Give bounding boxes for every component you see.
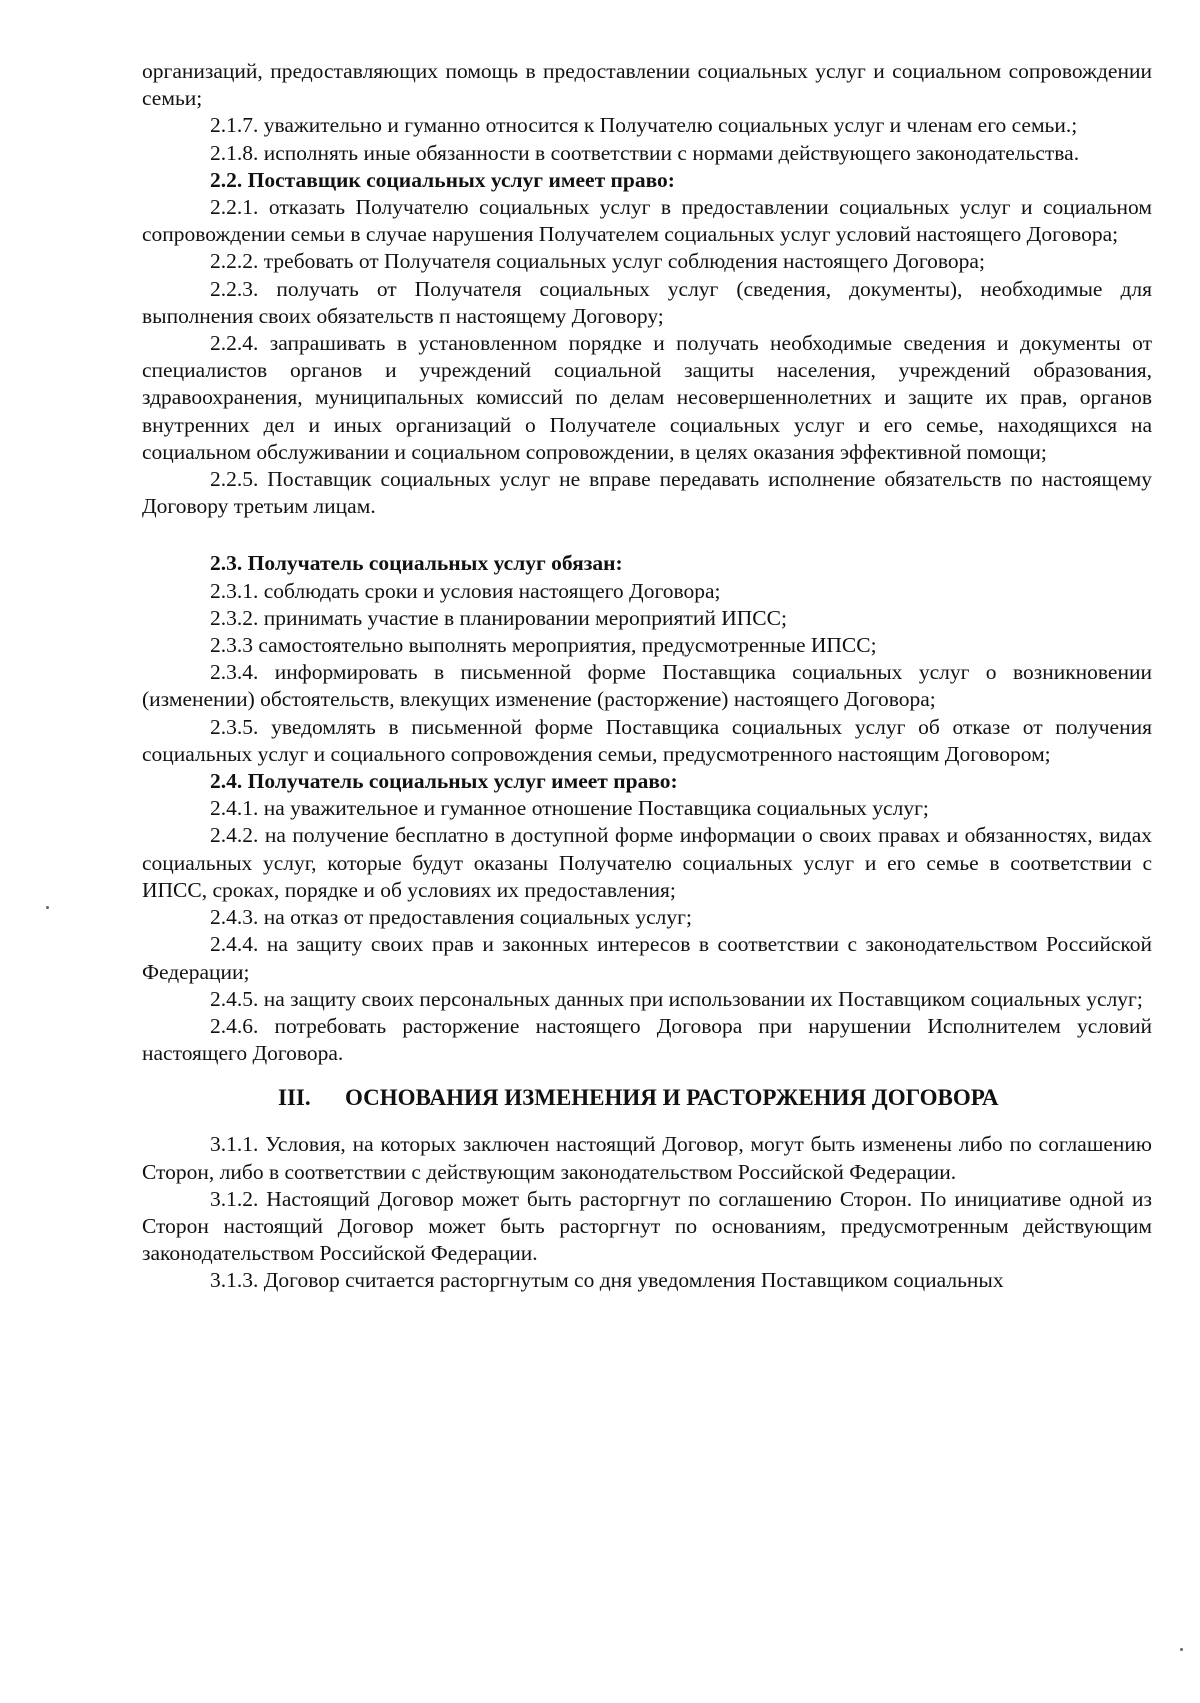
paragraph-2-4-3: 2.4.3. на отказ от предоставления социальных услуг; [210, 905, 692, 930]
heading-2-4: 2.4. Получатель социальных услуг имеет право: [210, 769, 678, 794]
paragraph-2-3-5: 2.3.5. уведомлять в письменной форме Поставщика социальных услуг об отказе от получения социальных услуг и социального сопровождения семьи, предусмотренного настоящим Договором; [142, 714, 1152, 766]
paragraph: организаций, предоставляющих помощь в предоставлении социальных услуг и социальном сопровождении семьи; [142, 59, 1152, 111]
paragraph-3-1-2: 3.1.2. Настоящий Договор может быть расторгнут по соглашению Сторон. По инициативе одной из Сторон настоящий Договор может быть расторгнут по основаниям, предусмотренным действующим законодательством Российской Федерации. [142, 1186, 1152, 1266]
scan-speck [46, 906, 49, 909]
spacer [142, 520, 1152, 550]
paragraph-2-4-2: 2.4.2. на получение бесплатно в доступной форме информации о своих правах и обязанностях, видах социальных услуг, которые будут оказаны Получателю социальных услуг и его семье в соответствии с ИПСС, сроках, порядке и об условиях их предоставления; [142, 823, 1152, 902]
paragraph-2-2-5: 2.2.5. Поставщик социальных услуг не вправе передавать исполнение обязательств по настоящему Договору третьим лицам. [142, 467, 1152, 519]
paragraph-2-2-1: 2.2.1. отказать Получателю социальных услуг в предоставлении социальных услуг и социальном сопровождении семьи в случае нарушения Получателем социальных услуг условий настоящего Договора; [142, 195, 1152, 247]
section-heading-3 [142, 1083, 1152, 1113]
paragraph-2-4-4: 2.4.4. на защиту своих прав и законных интересов в соответствии с законодательством Российской Федерации; [142, 932, 1152, 984]
heading-2-3: 2.3. Получатель социальных услуг обязан: [210, 551, 623, 576]
paragraph-2-4-6: 2.4.6. потребовать расторжение настоящего Договора при нарушении Исполнителем условий настоящего Договора. [142, 1013, 1152, 1066]
scan-speck [1180, 1648, 1183, 1651]
section-number: III. [278, 1085, 311, 1111]
paragraph-3-1-3: 3.1.3. Договор считается расторгнутым со дня уведомления Поставщиком социальных [210, 1268, 1004, 1293]
paragraph-2-1-8: 2.1.8. исполнять иные обязанности в соответствии с нормами действующего законодательства. [210, 140, 1080, 165]
paragraph-2-3-2: 2.3.2. принимать участие в планировании мероприятий ИПСС; [210, 605, 787, 630]
section-title-text: ОСНОВАНИЯ ИЗМЕНЕНИЯ И РАСТОРЖЕНИЯ ДОГОВОРА [345, 1085, 999, 1111]
paragraph-2-4-1: 2.4.1. на уважительное и гуманное отношение Поставщика социальных услуг; [210, 796, 929, 821]
paragraph-2-2-2: 2.2.2. требовать от Получателя социальных услуг соблюдения настоящего Договора; [210, 249, 985, 274]
paragraph-2-2-3: 2.2.3. получать от Получателя социальных услуг (сведения, документы), необходимые для выполнения своих обязательств п настоящему Договору; [142, 276, 1152, 328]
heading-2-2: 2.2. Поставщик социальных услуг имеет право: [210, 167, 675, 192]
paragraph-2-3-4: 2.3.4. информировать в письменной форме Поставщика социальных услуг о возникновении (изменении) обстоятельств, влекущих изменение (расторжение) настоящего Договора; [142, 660, 1152, 712]
paragraph-3-1-1: 3.1.1. Условия, на которых заключен настоящий Договор, могут быть изменены либо по соглашению Сторон, либо в соответствии с действующим законодательством Российской Федерации. [142, 1132, 1152, 1184]
paragraph-2-2-4: 2.2.4. запрашивать в установленном порядке и получать необходимые сведения и документы от специалистов органов и учреждений социальной защиты населения, учреждений образования, здравоохранения, муниципальных комиссий по делам несовершеннолетних и защите их прав, органов внутренних дел и иных организаций о Получателе социальных услуг и его семье, находящихся на социальном обслуживании и социальном сопровождении, в целях оказания эффективной помощи; [142, 331, 1152, 464]
paragraph-2-1-7: 2.1.7. уважительно и гуманно относится к Получателю социальных услуг и членам его семьи.; [210, 113, 1078, 138]
paragraph-2-4-5: 2.4.5. на защиту своих персональных данных при использовании их Поставщиком социальных услуг; [210, 986, 1143, 1011]
document-page [142, 58, 1152, 1295]
paragraph-2-3-1: 2.3.1. соблюдать сроки и условия настоящего Договора; [210, 578, 721, 603]
paragraph-2-3-3: 2.3.3 самостоятельно выполнять мероприятия, предусмотренные ИПСС; [210, 633, 877, 658]
